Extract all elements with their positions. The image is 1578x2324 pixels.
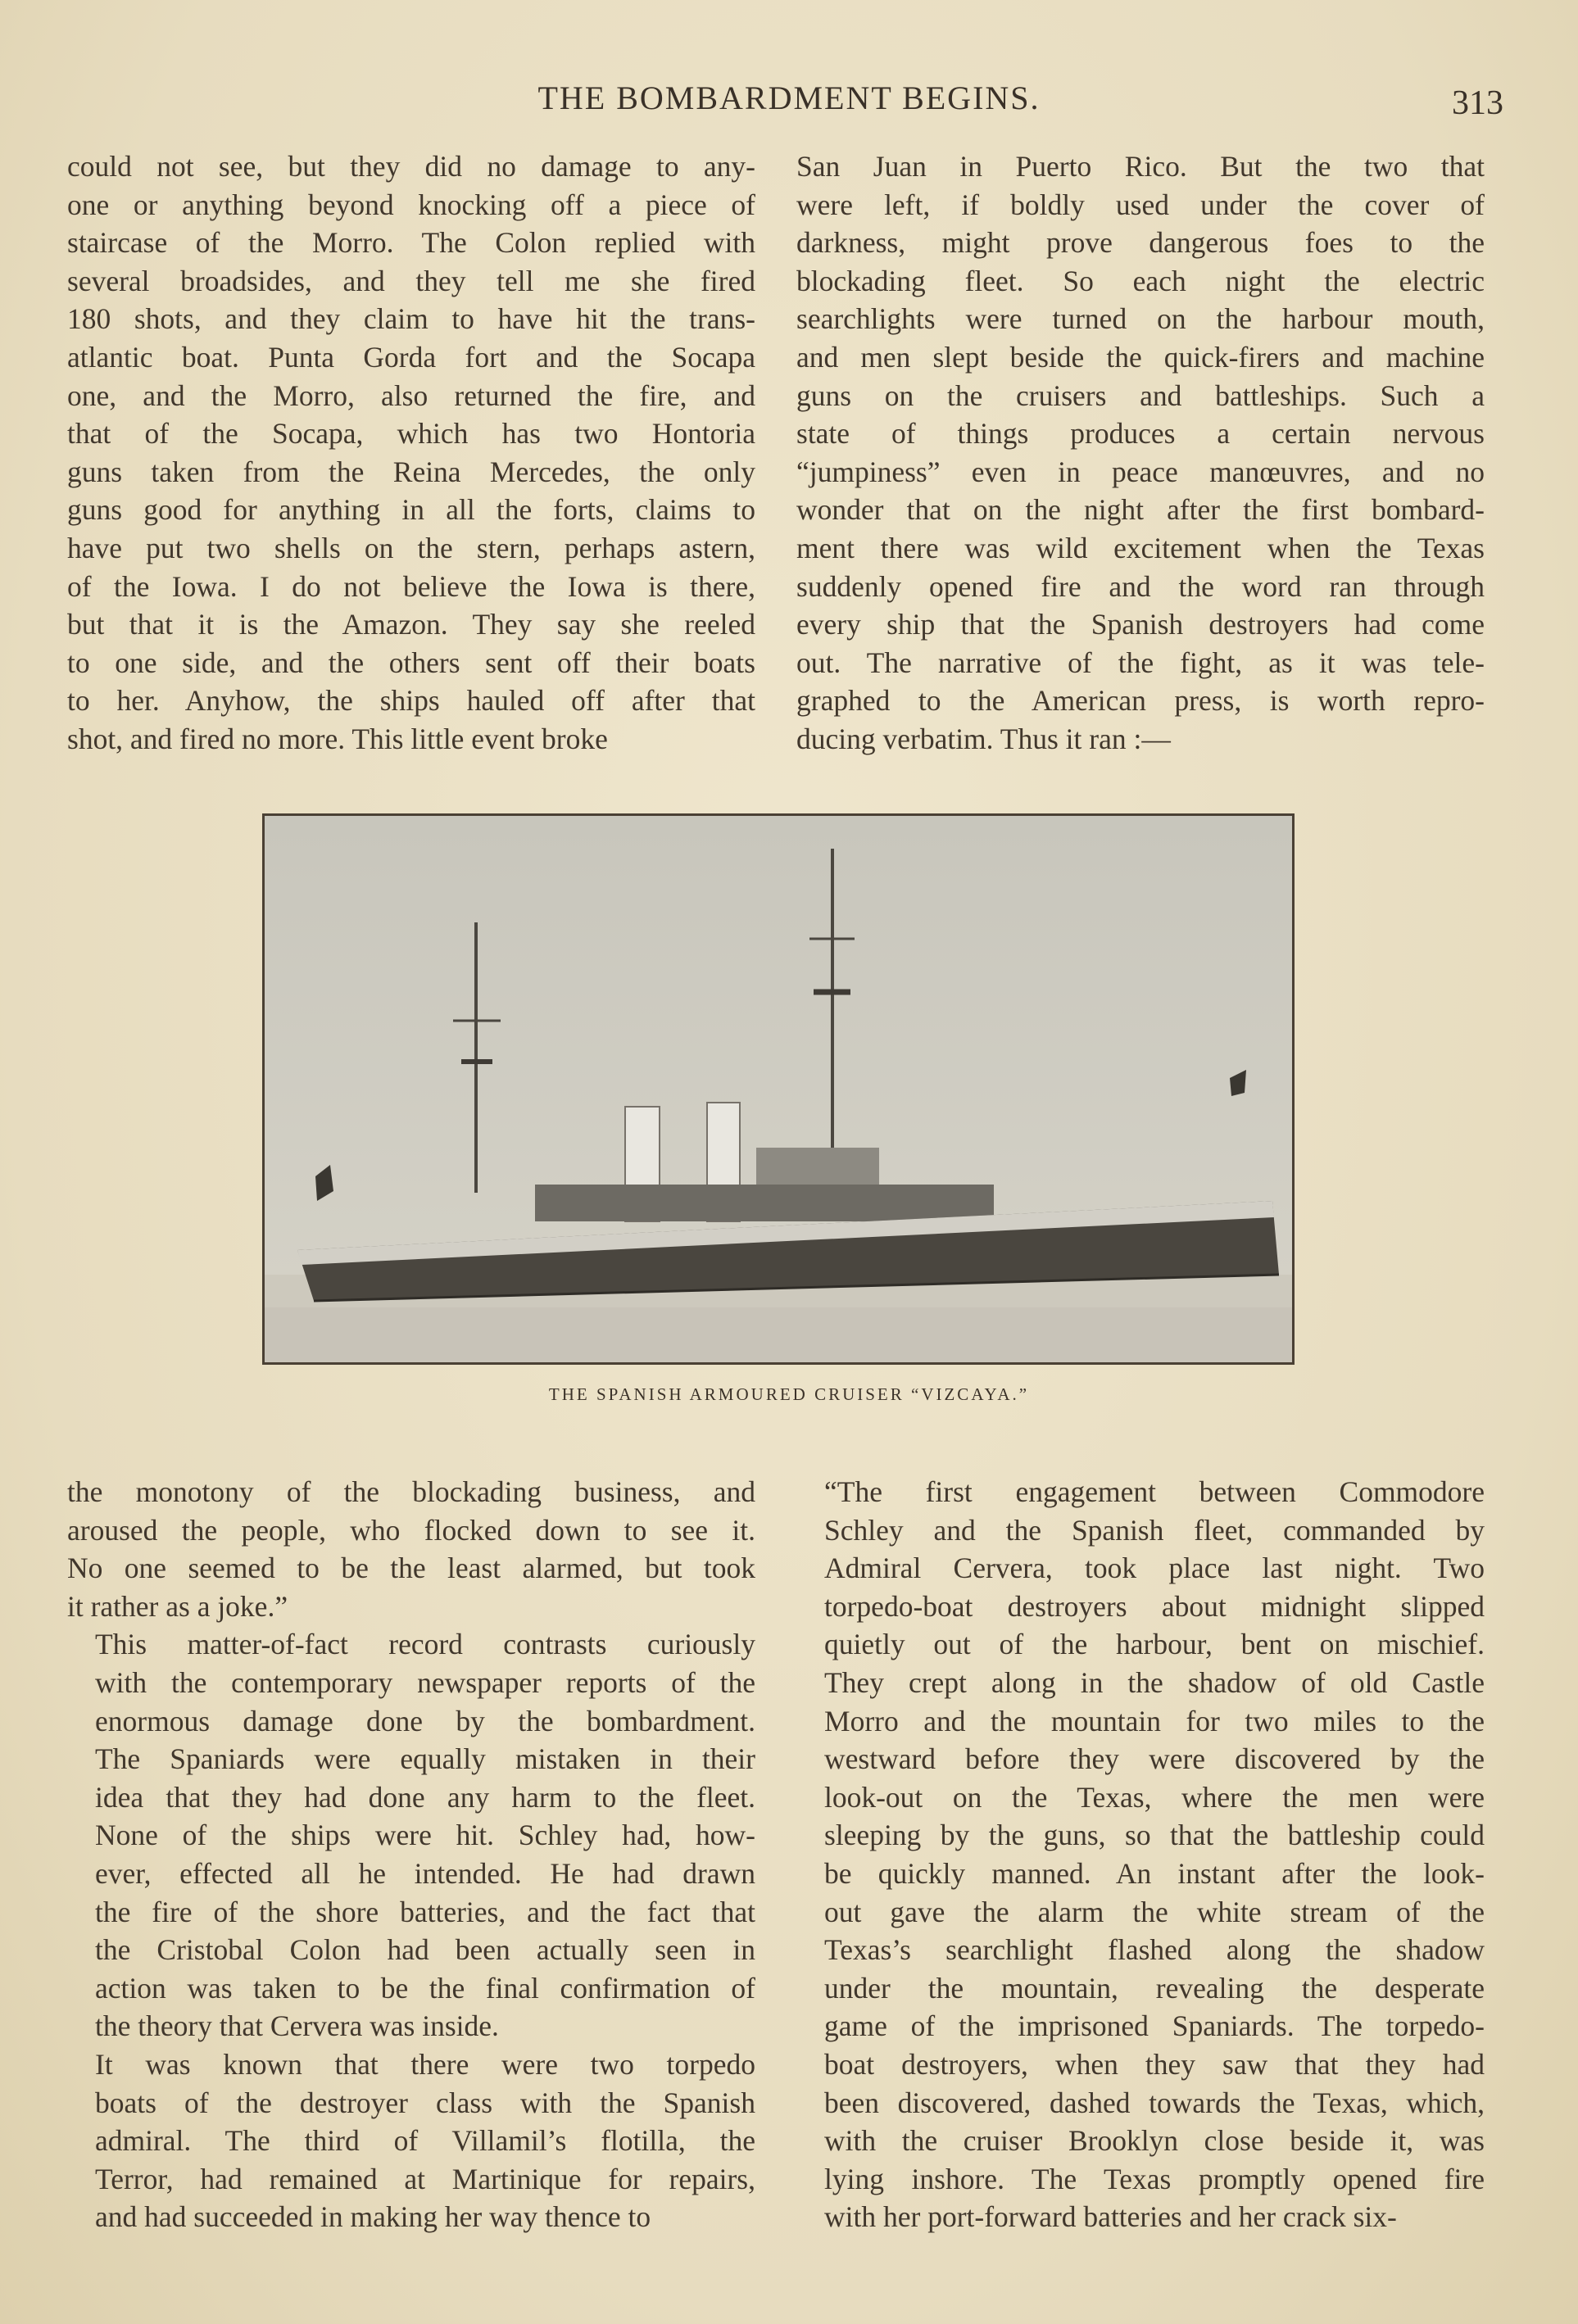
text-line: boat destroyers, when they saw that they had [824,2047,1485,2081]
text-line: under the mountain, revealing the desperate [824,1971,1485,2005]
paragraph [67,147,755,759]
text-line: but that it is the Amazon. They say she reeled [67,608,755,641]
text-line: quietly out of the harbour, bent on mischief. [824,1628,1485,1661]
text-line: guns on the cruisers and battleships. Such a [796,378,1485,412]
running-head: THE BOMBARDMENT BEGINS. [537,79,1041,116]
text-line: one, and the Morro, also returned the fire, and [67,378,755,412]
column-top-left [67,147,755,759]
text-line: “jumpiness” even in peace manœuvres, and no [796,455,1485,488]
text-line: the theory that Cervera was inside. [95,2009,499,2043]
text-line: “The first engagement between Commodore [824,1475,1485,1508]
text-line: ment there was wild excitement when the Texas [796,531,1485,564]
text-line: with her port-forward batteries and her crack six- [824,2200,1397,2234]
text-line: and had succeeded in making her way thence to [95,2200,651,2234]
text-line: Schley and the Spanish fleet, commanded by [824,1513,1485,1547]
text-line: out gave the alarm the white stream of the [824,1895,1485,1928]
text-line: Terror, had remained at Martinique for repairs, [95,2162,755,2195]
text-line: darkness, might prove dangerous foes to the [796,226,1485,260]
text-line: admiral. The third of Villamil’s flotilla, the [95,2124,755,2158]
paragraph [67,1473,755,1625]
column-bottom-right [796,1473,1485,2236]
text-line: It was known that there were two torpedo [95,2047,755,2081]
text-line: sleeping by the guns, so that the battleship could [824,1819,1485,1852]
text-line: that of the Socapa, which has two Hontoria [67,417,755,451]
text-line: and men slept beside the quick-firers and machine [796,340,1485,374]
text-line: were left, if boldly used under the cover of [796,188,1485,221]
ship-photograph [262,813,1295,1365]
text-line: idea that they had done any harm to the fleet. [95,1780,755,1814]
text-line: could not see, but they did no damage to any- [67,150,755,183]
column-top-right [796,147,1485,759]
text-line: ducing verbatim. Thus it ran :— [796,722,1171,755]
text-line: blockading fleet. So each night the electric [796,264,1485,297]
text-line: Texas’s searchlight flashed along the shadow [824,1933,1485,1967]
text-line: guns good for anything in all the forts, claims to [67,493,755,527]
text-line: it rather as a joke.” [67,1589,288,1623]
vizcaya-photo-image [265,816,1292,1362]
text-line: state of things produces a certain nervous [796,417,1485,451]
paragraph [67,2045,755,2236]
text-line: the monotony of the blockading business, and [67,1475,755,1508]
text-line: No one seemed to be the least alarmed, but took [67,1552,755,1585]
text-line: searchlights were turned on the harbour mouth, [796,302,1485,336]
text-line: lying inshore. The Texas promptly opened fire [824,2162,1485,2195]
text-line: shot, and fired no more. This little event broke [67,722,608,755]
text-line: torpedo-boat destroyers about midnight slipped [824,1589,1485,1623]
paragraph [67,1625,755,2045]
text-line: have put two shells on the stern, perhaps astern, [67,531,755,564]
text-line: The Spaniards were equally mistaken in their [95,1742,755,1776]
page-number: 313 [1452,84,1503,122]
text-line: out. The narrative of the fight, as it was tele- [796,646,1485,679]
text-line: boats of the destroyer class with the Spanish [95,2086,755,2119]
text-line: None of the ships were hit. Schley had, how- [95,1819,755,1852]
text-line: guns taken from the Reina Mercedes, the only [67,455,755,488]
figure-caption: THE SPANISH ARMOURED CRUISER “VIZCAYA.” [548,1384,1030,1404]
text-line: 180 shots, and they claim to have hit the trans- [67,302,755,336]
paragraph [796,1473,1485,2236]
text-line: They crept along in the shadow of old Castle [824,1665,1485,1699]
text-line: ever, effected all he intended. He had drawn [95,1856,755,1890]
text-line: Admiral Cervera, took place last night. Two [824,1552,1485,1585]
text-line: been discovered, dashed towards the Texas, which, [824,2086,1485,2119]
text-line: Morro and the mountain for two miles to the [824,1704,1485,1737]
text-line: to her. Anyhow, the ships hauled off after that [67,684,755,718]
text-line: the fire of the shore batteries, and the fact that [95,1895,755,1928]
text-line: westward before they were discovered by the [824,1742,1485,1776]
text-line: every ship that the Spanish destroyers had come [796,608,1485,641]
text-line: atlantic boat. Punta Gorda fort and the Socapa [67,340,755,374]
text-line: of the Iowa. I do not believe the Iowa is there, [67,569,755,603]
text-line: with the cruiser Brooklyn close beside it, was [824,2124,1485,2158]
text-line: to one side, and the others sent off their boats [67,646,755,679]
text-line: suddenly opened fire and the word ran through [796,569,1485,603]
text-line: action was taken to be the final confirmation of [95,1971,755,2005]
text-line: game of the imprisoned Spaniards. The torpedo- [824,2009,1485,2043]
text-line: one or anything beyond knocking off a piece of [67,188,755,221]
text-line: San Juan in Puerto Rico. But the two that [796,150,1485,183]
text-line: wonder that on the night after the first bombard- [796,493,1485,527]
text-line: the Cristobal Colon had been actually seen in [95,1933,755,1967]
text-line: aroused the people, who flocked down to see it. [67,1513,755,1547]
text-line: be quickly manned. An instant after the look- [824,1856,1485,1890]
text-line: graphed to the American press, is worth repro- [796,684,1485,718]
text-line: This matter-of-fact record contrasts curiously [95,1628,755,1661]
text-line: staircase of the Morro. The Colon replied with [67,226,755,260]
text-line: several broadsides, and they tell me she fired [67,264,755,297]
text-line: with the contemporary newspaper reports of the [95,1665,755,1699]
column-bottom-left [67,1473,755,2236]
text-line: enormous damage done by the bombardment. [95,1704,755,1737]
paragraph [796,147,1485,759]
text-line: look-out on the Texas, where the men were [824,1780,1485,1814]
